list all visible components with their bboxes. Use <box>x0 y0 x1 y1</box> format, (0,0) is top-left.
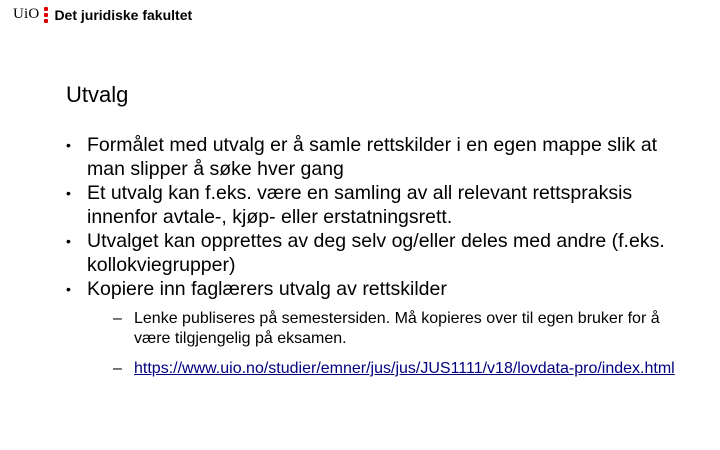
bullet-item <box>62 229 692 277</box>
bullet-item <box>62 181 692 229</box>
bullet-icon: • <box>66 137 71 153</box>
uio-logo-mark-icon <box>44 7 48 23</box>
dash-icon: – <box>113 310 122 327</box>
bullet-text: Utvalget kan opprettes av deg selv og/eller deles med andre (f.eks. kollokviegrupper) <box>87 230 665 276</box>
sub-bullet-list <box>87 309 692 379</box>
sub-bullet-text: Lenke publiseres på semestersiden. Må kopieres over til egen bruker for å være tilgjengelig på eksamen. <box>134 310 660 347</box>
bullet-icon: • <box>66 281 71 297</box>
faculty-name: Det juridiske fakultet <box>54 6 193 23</box>
bullet-text: Formålet med utvalg er å samle rettskilder i en egen mappe slik at man slipper å søke hver gang <box>87 134 658 180</box>
lovdata-pro-link[interactable]: https://www.uio.no/studier/emner/jus/jus/JUS1111/v18/lovdata-pro/index.html <box>134 360 675 377</box>
bullet-text: Et utvalg kan f.eks. være en samling av all relevant rettspraksis innenfor avtale-, kjøp- eller erstatningsrett. <box>87 182 633 228</box>
bullet-item <box>62 133 692 181</box>
dash-icon: – <box>113 360 122 377</box>
bullet-list <box>62 133 692 389</box>
sub-bullet-item <box>113 359 692 379</box>
uio-logo: UiO <box>13 6 40 22</box>
bullet-text: Kopiere inn faglærers utvalg av rettskilder <box>87 278 447 300</box>
bullet-icon: • <box>66 185 71 201</box>
bullet-item <box>62 277 692 379</box>
sub-bullet-item <box>113 309 692 349</box>
slide-title: Utvalg <box>66 82 129 107</box>
header <box>13 6 192 23</box>
bullet-icon: • <box>66 233 71 249</box>
